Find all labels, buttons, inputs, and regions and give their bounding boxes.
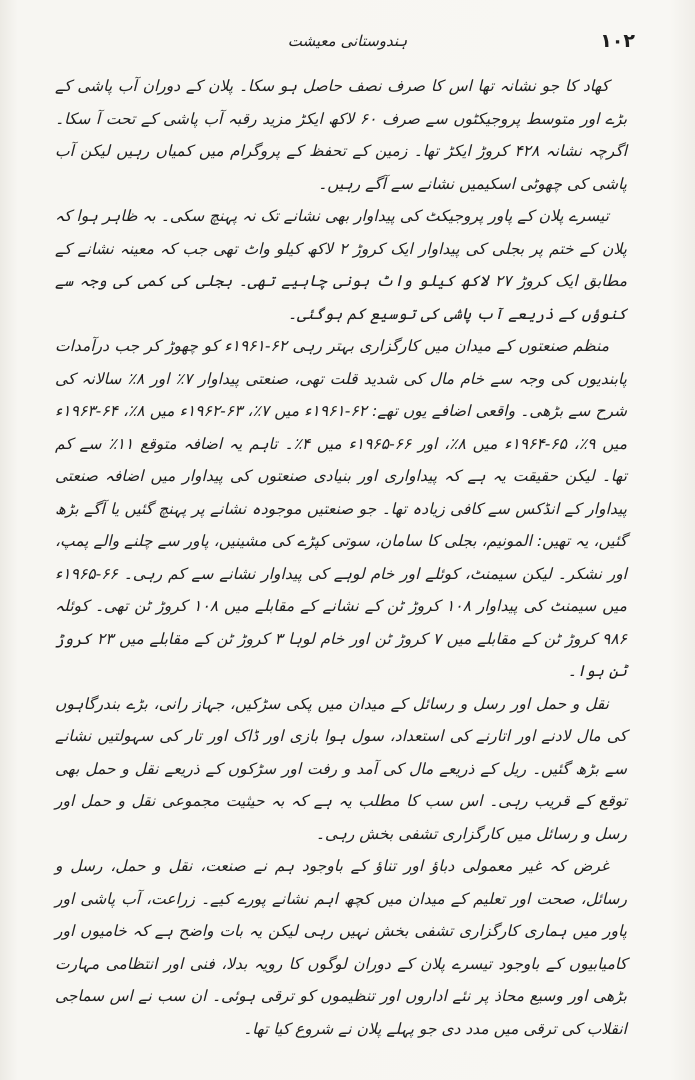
paragraph-transport: نقل و حمل اور رسل و رسائل کے میدان میں پکی سڑکیں، جہاز رانی، بڑے بندرگاہوں کی مال لادنے اور اتارنے کی استعداد، سول ہوا بازی اور ڈاک اور تار کی سہولتیں نشانے سے بڑھ گئیں۔ ریل کے ذریعے مال کی آمد و رفت اور سڑکوں کے ذریعے نقل و حمل بھی توقع کے قریب رہی۔ اس سب کا مطلب یہ ہے کہ بہ حیثیت مجموعی نقل و حمل اور رسل و رسائل میں کارگزاری تشفی بخش رہی۔ <box>55 694 627 843</box>
body-text <box>55 70 627 1045</box>
paragraph-industry: منظم صنعتوں کے میدان میں کارگزاری بہتر رہی ۶۲-۱۹۶۱ء کو چھوڑ کر جب درآمدات پابندیوں کی وجہ سے خام مال کی شدید قلت تھی، صنعتی پیداوار ۷٪ اور ۸٪ سالانہ کی شرح سے بڑھی۔ واقعی اضافے یوں تھے: ۶۲-۱۹۶۱ء میں ۷٪، ۶۳-۱۹۶۲ء میں ۸٪، ۶۴-۱۹۶۳ء میں ۹٪، ۶۵-۱۹۶۴ء میں ۸٪، اور ۶۶-۱۹۶۵ء میں ۴٪۔ تاہم یہ اضافہ متوقع ۱۱٪ سے کم تھا۔ لیکن حقیقت یہ ہے کہ پیداواری اور بنیادی صنعتوں کی پیداوار میں اضافہ صنعتی پیداوار کے انڈکس سے کافی زیادہ تھا۔ جو صنعتیں موجودہ نشانے پر پہنچ گئیں یا آگے بڑھ گئیں، یہ تھیں: المونیم، بجلی کا سامان، سوتی کپڑے کی مشینیں، پاور سے چلنے والے پمپ، اور نشکر۔ لیکن سیمنٹ، کوئلے اور خام لوہے کی پیداوار نشانے سے کم رہی۔ ۶۶-۱۹۶۵ء میں سیمنٹ کی پیداوار ۱۰۸ کروڑ ٹن کے نشانے کے مقابلے میں ۱۰۸ کروڑ ٹن تھی۔ کوئلہ ۹۸۶ کروڑ ٹن کے مقابلے میں ۷ کروڑ ٹن اور خام لوہا ۳ کروڑ ٹن کے مقابلے میں ۲۳ کروڑ ٹن ہوا۔ <box>55 337 628 680</box>
running-title: ہندوستانی معیشت <box>287 32 408 50</box>
paragraph-power: تیسرے پلان کے پاور پروجیکٹ کی پیداوار بھی نشانے تک نہ پہنچ سکی۔ بہ ظاہر ہوا کہ پلان کے ختم پر بجلی کی پیداوار ایک کروڑ ۲ لاکھ کیلو واٹ تھی جب کہ معینہ نشانے کے مطابق ایک کروڑ ۲۷ لاکھ کیلو واٹ ہونی چاہیے تھی۔ بجلی کی کمی کی وجہ سے کنوؤں کے ذریعے آب پاشی کی توسیع کم ہوگئی۔ <box>55 207 627 323</box>
page-header <box>60 28 635 58</box>
paragraph-summary: غرض کہ غیر معمولی دباؤ اور تناؤ کے باوجود ہم نے صنعت، نقل و حمل، رسل و رسائل، صحت اور تعلیم کے میدان میں کچھ اہم نشانے پورے کیے۔ زراعت، آب پاشی اور پاور میں ہماری کارگزاری تشفی بخش نہیں رہی لیکن یہ بات واضح ہے کہ خامیوں اور کامیابیوں کے باوجود تیسرے پلان کے دوران لوگوں کا رویہ بدلا، فنی اور انتظامی مہارت بڑھی اور وسیع محاذ پر نئے اداروں اور تنظیموں کو ترقی ہوئی۔ ان سب نے اس سماجی انقلاب کی ترقی میں مدد دی جو پہلے پلان نے شروع کیا تھا۔ <box>55 857 627 1038</box>
page-number: ۱۰۲ <box>600 30 635 52</box>
paragraph-agriculture: کھاد کا جو نشانہ تھا اس کا صرف نصف حاصل ہو سکا۔ پلان کے دوران آب پاشی کے بڑے اور متوسط پروجیکٹوں سے صرف ۶۰ لاکھ ایکڑ مزید رقبہ آب پاشی کے تحت آ سکا۔ اگرچہ نشانہ ۴۲۸ کروڑ ایکڑ تھا۔ زمین کے تحفظ کے پروگرام میں کمیاں رہیں لیکن آب پاشی کی چھوٹی اسکیمیں نشانے سے آگے رہیں۔ <box>55 77 628 193</box>
